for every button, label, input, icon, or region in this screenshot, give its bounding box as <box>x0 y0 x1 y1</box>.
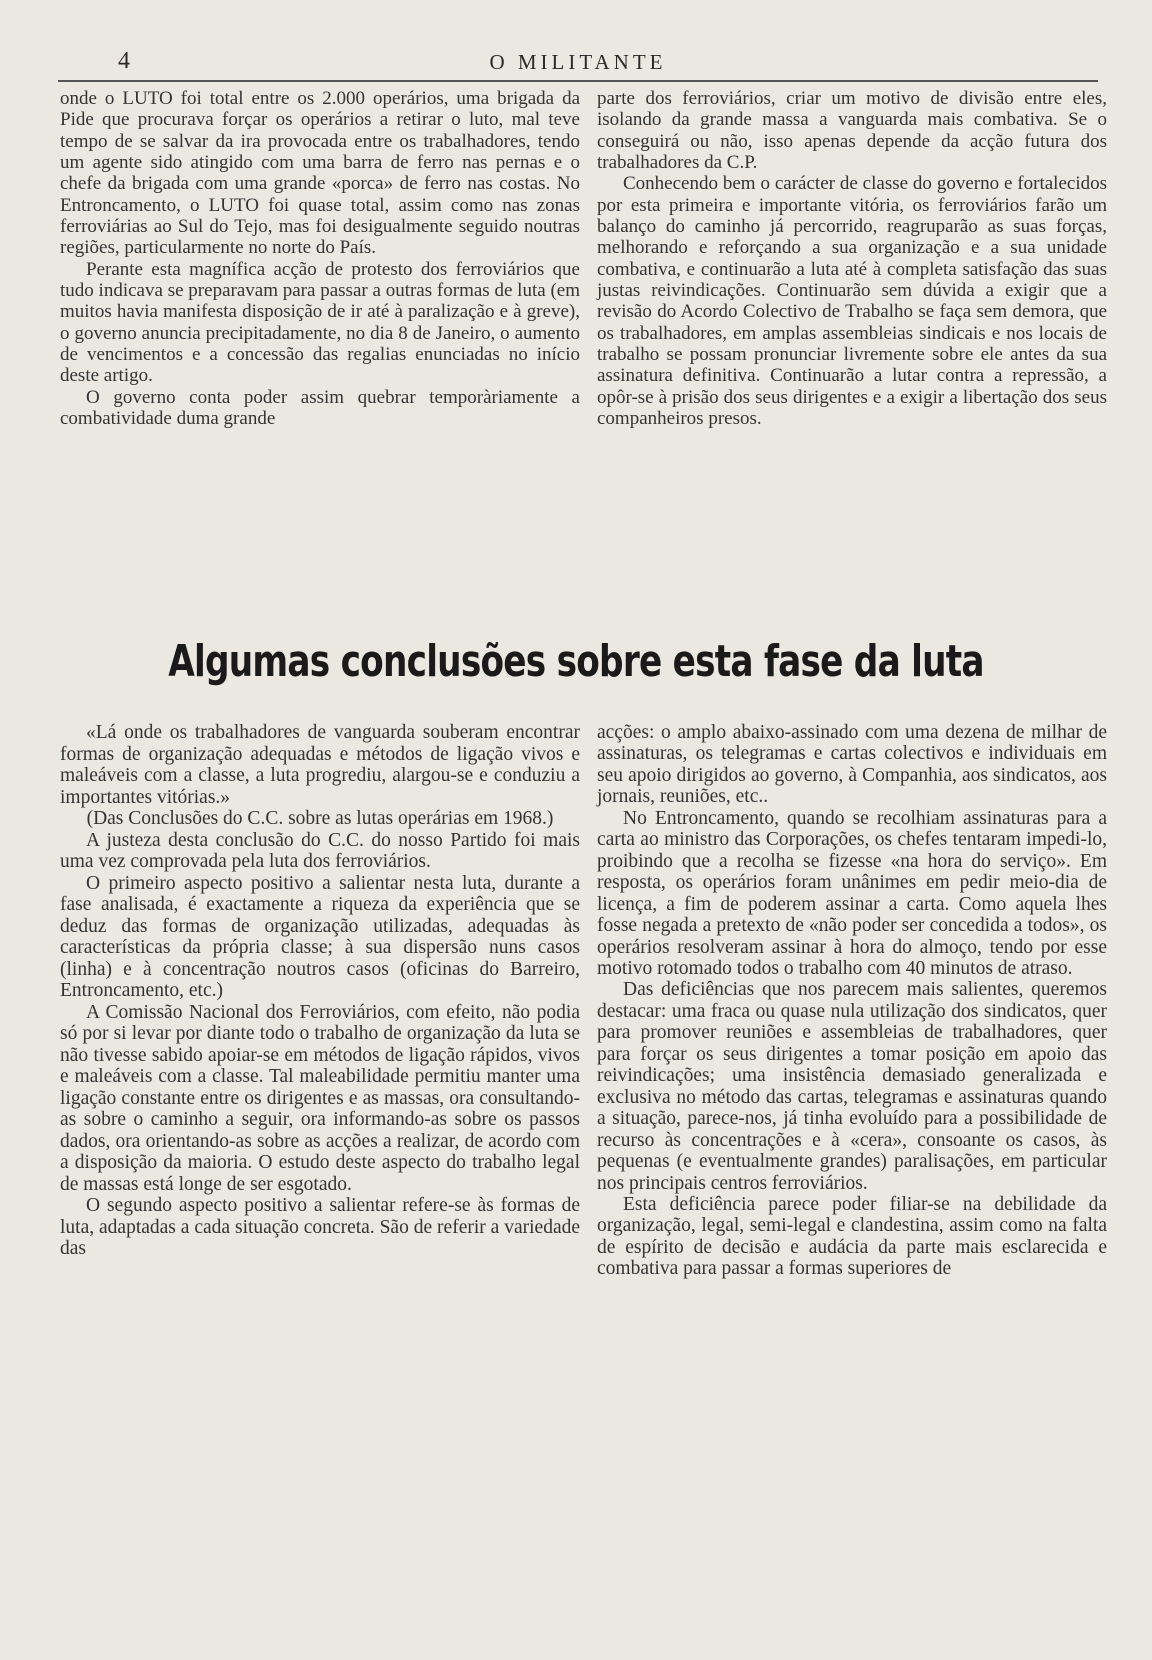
publication-title: O MILITANTE <box>489 50 667 74</box>
bottom-right-column <box>597 722 1107 1280</box>
paragraph: A justeza desta conclusão do C.C. do nosso Partido foi mais uma vez comprovada pela luta dos ferroviários. <box>60 829 580 872</box>
paragraph: Perante esta magnífica acção de protesto dos ferroviários que tudo indicava se preparavam para passar a outras formas de luta (em muitos havia manifesta disposição de ir até à paralização e à greve), o governo anuncia precipitadamente, no dia 8 de Janeiro, o aumento de vencimentos e a concessão das regalias enunciadas no início deste artigo. <box>60 258 580 387</box>
epigraph-quote: «Lá onde os trabalhadores de vanguarda souberam encontrar formas de organização adequadas e métodos de ligação vivos e maleáveis com a classe, a luta progrediu, alargou-se e conduziu a importantes vitórias.» <box>60 722 580 808</box>
top-left-column <box>60 88 580 430</box>
paragraph: O primeiro aspecto positivo a salientar nesta luta, durante a fase analisada, é exactamente a riqueza da experiência que se deduz das formas de organização utilizadas, adequadas às características da própria classe; à sua dispersão nuns casos (linha) e à concentração noutros casos (oficinas do Barreiro, Entroncamento, etc.) <box>60 872 580 1001</box>
epigraph-citation: (Das Conclusões do C.C. sobre as lutas operárias em 1968.) <box>86 808 554 829</box>
paragraph: Das deficiências que nos parecem mais salientes, queremos destacar: uma fraca ou quase nula utilização dos sindicatos, quer para promover reuniões e assembleias de trabalhadores, quer para forçar os seus dirigentes a tomar posição em apoio das reivindicações; uma insistência demasiado generalizada e exclusiva no método das cartas, telegramas e assinaturas quando a situação, parece-nos, já tinha evoluído para a possibilidade de recurso às concentrações e à «cera», consoante os casos, às pequenas (e eventualmente grandes) paralisações, em particular nos principais centros ferroviários. <box>597 979 1107 1194</box>
paragraph: onde o LUTO foi total entre os 2.000 operários, uma brigada da Pide que procurava forçar os operários a retirar o luto, mal teve tempo de se salvar da ira provocada entre os trabalhadores, tendo um agente sido atingido com uma barra de ferro nas pernas e o chefe da brigada com uma grande «porca» de ferro nas costas. No Entroncamento, o LUTO foi quase total, assim como nas zonas ferroviárias ao Sul do Tejo, mas foi desigualmente seguido noutras regiões, particularmente no norte do País. <box>60 88 580 259</box>
page-header <box>58 48 1098 88</box>
paragraph: No Entroncamento, quando se recolhiam assinaturas para a carta ao ministro das Corporações, os chefes tentaram impedi-lo, proibindo que a recolha se fizesse «na hora do serviço». Em resposta, os operários foram unânimes em pedir meio-dia de licença, a fim de poderem assinar a carta. Como aquela lhes fosse negada a pretexto de «não poder ser concedida a todos», os operários resolveram assinar à hora do almoço, tendo por esse motivo rotomado todos o trabalho com 40 minutos de atraso. <box>597 807 1107 979</box>
paragraph: acções: o amplo abaixo-assinado com uma dezena de milhar de assinaturas, os telegramas e cartas colectivos e individuais em seu apoio dirigidos ao governo, à Companhia, aos sindicatos, aos jornais, reuniões, etc.. <box>597 722 1107 808</box>
paragraph: parte dos ferroviários, criar um motivo de divisão entre eles, isolando da grande massa a vanguarda mais combativa. Se o conseguirá ou não, isso apenas depende da acção futura dos trabalhadores da C.P. <box>597 88 1107 174</box>
article-headline: Algumas conclusões sobre esta fase da luta <box>168 636 984 687</box>
paragraph: A Comissão Nacional dos Ferroviários, com efeito, não podia só por si levar por diante todo o trabalho de organização da luta se não tivesse sabido apoiar-se em métodos de ligação rápidos, vivos e maleáveis com a classe. Tal maleabilidade permitiu manter uma ligação constante entre os dirigentes e as massas, ora consultando-as sobre o caminho a seguir, ora informando-as sobre os passos dados, ora orientando-as sobre as acções a realizar, de acordo com a disposição da maioria. O estudo deste aspecto do trabalho legal de massas está longe de ser esgotado. <box>60 1001 580 1195</box>
bottom-left-column <box>60 722 580 1260</box>
paragraph: Conhecendo bem o carácter de classe do governo e fortalecidos por esta primeira e importante vitória, os ferroviários farão um balanço do caminho já percorrido, reagruparão as suas forças, melhorando e reforçando a sua organização e a sua unidade combativa, e continuarão a luta até à completa satisfação das suas justas reivindicações. Continuarão sem dúvida a exigir que a revisão do Acordo Colectivo de Trabalho se faça sem demora, que os trabalhadores, em amplas assembleias sindicais e nos locais de trabalho se possam pronunciar livremente sobre ele antes da sua assinatura definitiva. Continuarão a lutar contra a repressão, a opôr-se à prisão dos seus dirigentes e a exigir a libertação dos seus companheiros presos. <box>597 173 1107 430</box>
top-right-column <box>597 88 1107 430</box>
paragraph: Esta deficiência parece poder filiar-se na debilidade da organização, legal, semi-legal e clandestina, assim como na falta de espírito de decisão e audácia da parte mais esclarecida e combativa para passar a formas superiores de <box>597 1193 1107 1280</box>
paragraph: O segundo aspecto positivo a salientar refere-se às formas de luta, adaptadas a cada situação concreta. São de referir a variedade das <box>60 1195 580 1259</box>
header-rule <box>58 80 1098 82</box>
page-number: 4 <box>118 48 130 74</box>
paragraph: O governo conta poder assim quebrar temporàriamente a combatividade duma grande <box>60 386 580 430</box>
